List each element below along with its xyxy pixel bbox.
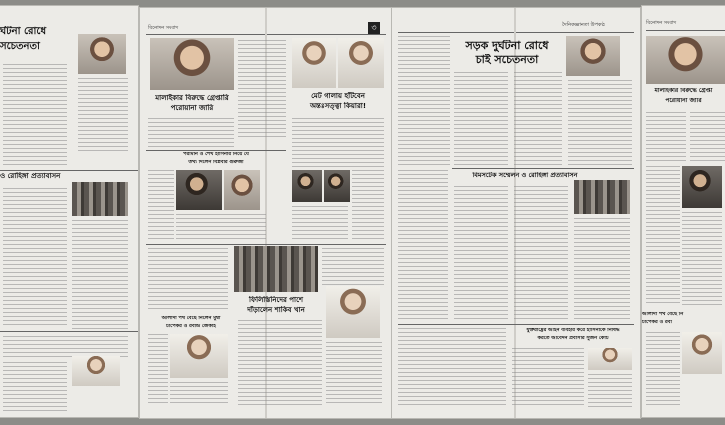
photo-couple-1 <box>176 170 222 210</box>
body-text <box>514 186 568 320</box>
photo-elderly-woman <box>566 36 620 76</box>
headline-kiara-2: অন্তঃসত্ত্বা কিয়ারা! <box>309 102 367 110</box>
body-text <box>3 362 67 412</box>
body-text <box>352 170 384 240</box>
photo-couple-2 <box>224 170 260 210</box>
section-header-tag: বিনোদন সংবাদ <box>646 20 677 26</box>
divider <box>398 324 634 325</box>
photo-malaika <box>646 36 725 84</box>
headline-rohingya-partial: ও রোহিঙ্গা প্রত্যাবাসন <box>0 172 61 180</box>
headline-awareness-partial: সচেতনতা <box>0 41 40 52</box>
body-text <box>170 382 228 406</box>
headline-bimstec: বিমসটেক সম্মেলন ও রোহিঙ্গা প্রত্যাবাসন <box>472 172 578 179</box>
body-text <box>72 220 128 330</box>
body-text <box>398 170 448 320</box>
body-text <box>512 348 584 408</box>
photo-malaika <box>150 38 234 90</box>
photo-couple-wedding <box>170 334 228 378</box>
photo-wedding <box>682 332 722 374</box>
headline-accident-partial: র্ঘটনা রোধে <box>0 26 47 37</box>
body-text <box>3 64 67 168</box>
headline-hasina-ban-2: করতে আবেদন প্রবাসীর সুজন কোচ <box>537 336 609 341</box>
headline-malaika-warrant-2: পরোয়ানা জারি <box>170 104 214 112</box>
photo-palestine-rally <box>234 246 318 292</box>
body-text <box>322 248 384 288</box>
body-text <box>238 320 322 406</box>
body-text <box>176 214 266 242</box>
body-text <box>454 72 508 168</box>
headline-mumba-2: চাপেকর ও রবীন্দ্র জেকাই <box>166 324 216 329</box>
body-text <box>3 336 128 358</box>
body-text <box>514 72 562 168</box>
body-text <box>148 170 174 240</box>
divider <box>646 30 725 31</box>
body-text <box>588 374 632 408</box>
body-text <box>292 118 384 168</box>
body-text <box>238 40 286 140</box>
headline-road-accident: সড়ক দুর্ঘটনা রোধে <box>465 40 549 52</box>
body-text <box>398 328 506 408</box>
photo-kiara-1 <box>292 38 336 88</box>
headline-shakib-2: দাঁড়ালেন শাকিব খান <box>247 306 305 314</box>
photo-men-2 <box>324 170 350 202</box>
body-text <box>148 248 228 310</box>
body-text <box>646 166 680 306</box>
headline-kiara: মেট গালায় হাঁটবেন <box>311 92 365 100</box>
body-text <box>646 332 680 406</box>
body-text <box>690 112 725 162</box>
body-text <box>574 218 630 320</box>
section-header-tag: দৈনিকজ্ঞানতা উপকণ্ঠ <box>562 22 605 28</box>
body-text <box>292 206 348 240</box>
body-text <box>568 80 632 168</box>
divider <box>146 244 386 245</box>
newspaper-page-news <box>392 8 640 418</box>
newspaper-page-entertainment <box>140 8 392 418</box>
photo-men-1 <box>292 170 322 202</box>
headline-mumba-partial-2: চাপেকর ও রবী <box>642 320 672 325</box>
headline-malaika-partial: মালাইকার বিরুদ্ধে গ্রেপ্তা <box>654 88 713 94</box>
photo-kiara-2 <box>338 38 384 88</box>
body-text <box>148 118 234 148</box>
body-text <box>326 342 382 406</box>
photo-building <box>72 356 120 386</box>
divider <box>398 32 634 33</box>
photo-summit <box>72 182 128 216</box>
body-text <box>646 112 686 162</box>
headline-mumba: আলাদা পথ বেছে নিলেন মুম্বা <box>161 316 221 321</box>
body-text <box>398 36 450 166</box>
headline-malaika-partial-2: পরোয়ানা জারি <box>665 98 702 104</box>
headline-shakib: ফিলিস্তিনিদের পাশে <box>248 296 304 304</box>
section-header-tag: বিনোদন সংবাদ <box>148 25 179 31</box>
body-text <box>454 186 508 320</box>
headline-road-accident-2: চাই সচেতনতা <box>475 54 539 66</box>
newspaper-sheet-left <box>0 6 138 417</box>
headline-malaika-warrant: মালাইকার বিরুদ্ধে গ্রেপ্তারি <box>155 94 229 102</box>
headline-mumba-partial: আলাদা পথ বেছে নি <box>642 312 684 317</box>
divider <box>452 168 634 169</box>
photo-actress <box>326 286 380 338</box>
divider <box>146 150 286 151</box>
divider <box>0 170 138 171</box>
newspaper-sheet-right <box>642 6 725 417</box>
page-number <box>368 22 380 34</box>
body-text <box>682 212 722 306</box>
divider <box>0 331 138 332</box>
body-text <box>148 334 168 404</box>
body-text <box>3 188 67 328</box>
photo-couple <box>682 166 722 208</box>
body-text <box>78 78 128 153</box>
headline-hasina-ban: যুক্তরাষ্ট্রের আইন ব্যবহার করে হাসিনাকে নিষিদ্ধ <box>526 328 620 333</box>
photo-courthouse <box>588 348 632 370</box>
headline-porimoni-2: তথ্য দিলেন বিপ্লবীর গুরুজী <box>188 160 244 165</box>
photo-bimstec-summit <box>574 180 630 214</box>
headline-porimoni: পরীমনি ও শেখ হাসিনার নিয়ে যে <box>183 152 249 157</box>
photo-elderly-woman <box>78 34 126 74</box>
page-number-label: ৩ <box>371 23 377 32</box>
